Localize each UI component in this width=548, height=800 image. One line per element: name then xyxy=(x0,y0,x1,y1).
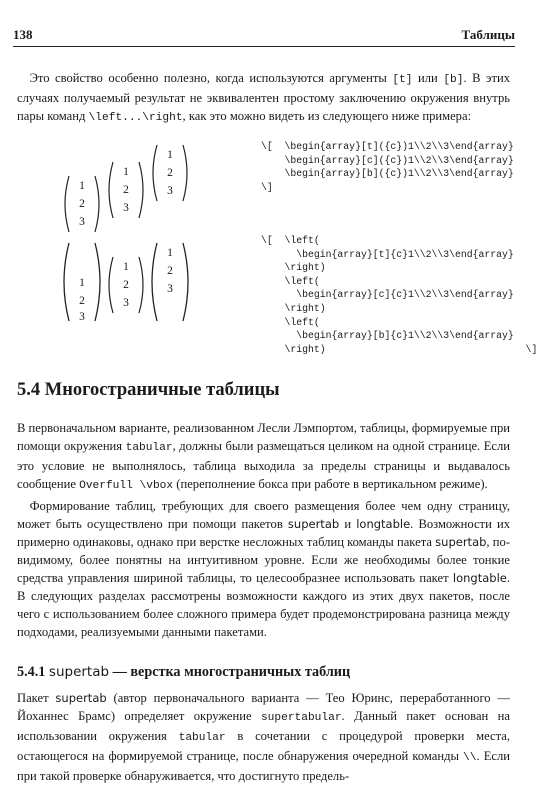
text-run: в сочетании с процедурой проверки места, остающегося на формируемой странице, после обнаружения очередной команды xyxy=(17,729,510,763)
matrix-cell: 3 xyxy=(167,283,173,295)
code-inline: tabular xyxy=(178,732,226,744)
code-example-1: \[ \begin{array}[t]({c})1\\2\\3\end{array} \begin{array}[c]({c})1\\2\\3\end{array} \begin{array}[b]({c})1\\2\\3\end{array} \] xyxy=(261,141,514,193)
page-number: 138 xyxy=(13,27,33,42)
matrix-cell: 3 xyxy=(123,297,129,309)
text-run: . Данный пакет основан на использовании окружения xyxy=(17,709,510,743)
matrix-cell: 2 xyxy=(123,279,129,291)
subsection-heading xyxy=(17,664,350,681)
matrix-cell: 3 xyxy=(79,216,85,228)
subsection-number: 5.4.1 xyxy=(17,664,46,680)
matrix-cell: 2 xyxy=(79,295,85,307)
matrix-cell: 2 xyxy=(167,265,173,277)
code-inline: supertabular xyxy=(260,712,342,724)
header-rule xyxy=(13,46,515,47)
section-heading: 5.4 Многостраничные таблицы xyxy=(17,380,280,400)
matrix-cell: 3 xyxy=(123,202,129,214)
paragraph-2 xyxy=(17,497,510,641)
matrix-cell: 3 xyxy=(167,185,173,197)
matrix-cell: 2 xyxy=(167,167,173,179)
package-name: longtable xyxy=(452,571,507,585)
text-run: (автор первоначального варианта — Тео Юринс, переработанного — Йоханнес Брамс) определяет окружение xyxy=(17,691,511,723)
running-header xyxy=(13,23,515,47)
code-inline: [b] xyxy=(443,74,464,86)
code-inline: tabular xyxy=(125,442,173,454)
package-name: longtable xyxy=(356,517,411,531)
matrix-cell: 1 xyxy=(167,149,173,161)
text-run: (переполнение бокса при работе в вертикальном режиме). xyxy=(173,477,488,491)
package-name: supertab xyxy=(48,664,110,680)
subsection-title: — верстка многостраничных таблиц xyxy=(109,664,351,680)
code-inline: \\ xyxy=(463,752,477,764)
code-inline: [t] xyxy=(392,74,413,86)
package-name: supertab xyxy=(287,517,340,531)
matrix-cell: 1 xyxy=(123,261,129,273)
running-title: Таблицы xyxy=(461,27,515,42)
text-run: , как это можно видеть из следующего ниже примера: xyxy=(182,109,472,123)
matrix-cell: 2 xyxy=(79,198,85,210)
intro-paragraph xyxy=(17,69,510,127)
code-inline: Overfull \vbox xyxy=(79,480,174,492)
package-name: supertab xyxy=(435,535,487,549)
text-run: . Возможности их примерно одинаковы, однако при верстке несложных таблиц команды пакета xyxy=(17,517,510,549)
matrix-cell: 1 xyxy=(79,180,85,192)
text-run: Это свойство особенно полезно, когда используются аргументы xyxy=(29,71,393,85)
package-name: supertab xyxy=(55,691,107,705)
text-run: , должны были размещаться целиком на одной странице. Если это условие не выполнялось, таблица выходила за пределы страницы и выдавалось сообщение xyxy=(17,439,510,491)
text-run: или xyxy=(412,71,444,85)
text-run: . В следующих разделах рассмотрены возможности каждого из этих двух пакетов, после чего с использованием более сложного примера будет продемонстрирована разница между подходами, реализуемыми данными пакетами. xyxy=(17,571,510,639)
paragraph-3 xyxy=(17,689,510,785)
code-example-2: \[ \left( \begin{array}[t]{c}1\\2\\3\end{array} \right) \left( \begin{array}[c]{c}1\\2\\3\end{array} \right) \left( \begin{array}[b]{c}1\\2\\3\end{array} \right) \] xyxy=(261,235,538,355)
text-run: . Если при такой проверке обнаруживается, что достигнуто предель- xyxy=(17,749,510,783)
matrix-cell: 3 xyxy=(79,311,85,323)
text-run: В первоначальном варианте, реализованном Лесли Лэмпортом, таблицы, формируемые при помощи окружения xyxy=(17,421,510,453)
paragraph-1 xyxy=(17,419,510,495)
matrix-cell: 1 xyxy=(123,166,129,178)
matrix-cell: 1 xyxy=(167,247,173,259)
text-run: Формирование таблиц, требующих для своего размещения более чем одну страницу, может быть осуществлено при помощи пакетов xyxy=(17,499,510,531)
text-run: и xyxy=(339,517,357,531)
code-inline: \left...\right xyxy=(88,112,183,124)
text-run: . В этих случаях получаемый результат не эквивалентен простому заключению окружения внутрь пары команд xyxy=(17,71,510,123)
text-run: , по-видимому, более понятны на интуитивном уровне. Если же необходимы более тонкие средства управления шириной таблицы, то целесообразнее использовать пакет xyxy=(17,535,511,585)
matrix-cell: 2 xyxy=(123,184,129,196)
matrix-cell: 1 xyxy=(79,277,85,289)
text-run: Пакет xyxy=(17,691,56,705)
